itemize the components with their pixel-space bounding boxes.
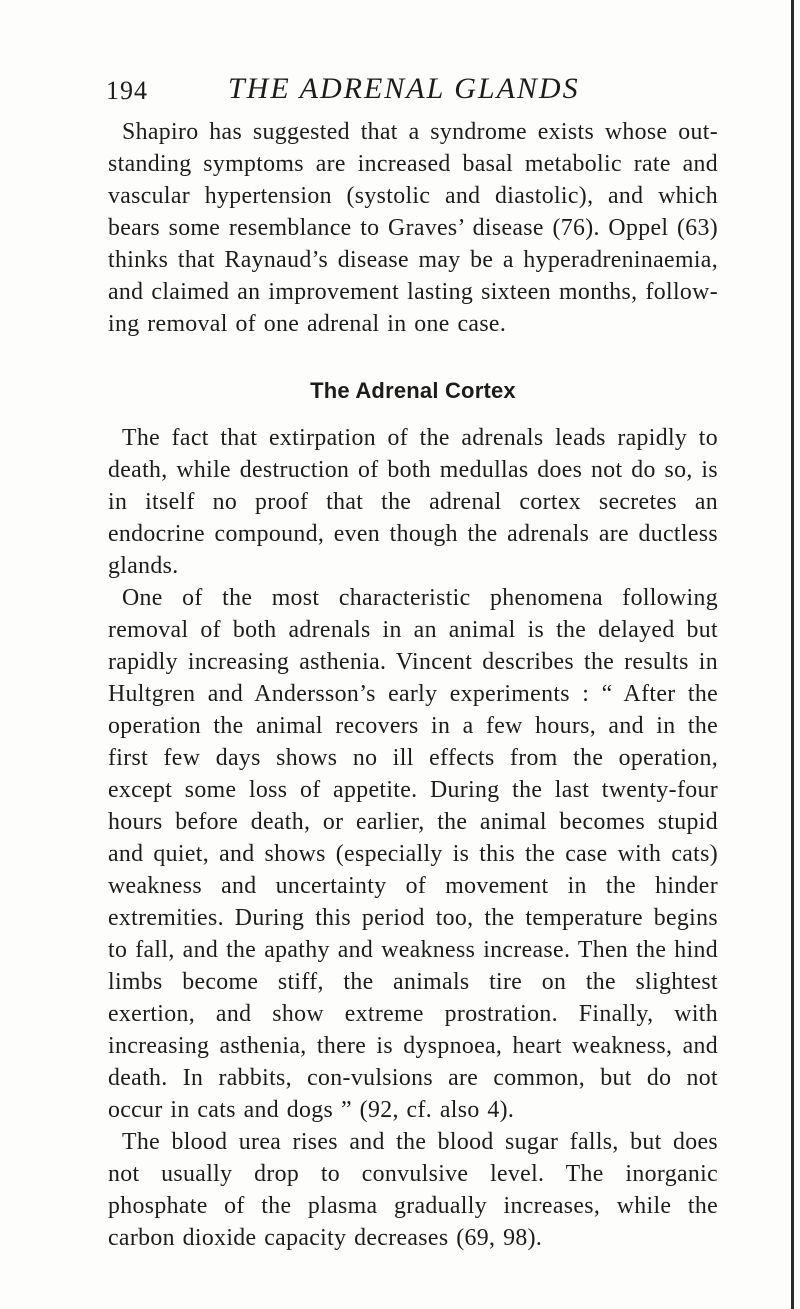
running-header [106, 70, 706, 110]
paragraph-extirpation: The fact that extirpation of the adrenals leads rapidly to death, while destruction of both medullas does not do so, is in itself no proof that the adrenal cortex secretes an endocrine compound, even though the adrenals are ductless glands. [108, 425, 718, 579]
body-text [108, 116, 718, 1254]
paragraph-intro: Shapiro has suggested that a syndrome exists whose out-standing symptoms are increased basal metabolic rate and vascular hypertension (systolic and diastolic), and which bears some resemblance to Graves’ disease (76). Oppel (63) thinks that Raynaud’s disease may be a hyperadreninaemia, and claimed an improvement lasting sixteen months, follow-ing removal of one adrenal in one case. [108, 119, 718, 337]
paragraph-asthenia: One of the most characteristic phenomena following removal of both adrenals in an animal is the delayed but rapidly increasing asthenia. Vincent describes the results in Hultgren and Andersson’s early experiments : “ After the operation the animal recovers in a few hours, and in the first few days shows no ill effects from the operation, except some loss of appetite. During the last twenty-four hours before death, or earlier, the animal becomes stupid and quiet, and shows (especially is this the case with cats) weakness and uncertainty of movement in the hinder extremities. During this period too, the temperature begins to fall, and the apathy and weakness increase. Then the hind limbs become stiff, the animals tire on the slightest exertion, and show extreme prostration. Finally, with increasing asthenia, there is dyspnoea, heart weakness, and death. In rabbits, con-vulsions are common, but do not occur in cats and dogs ” (92, cf. also 4). [108, 585, 718, 1123]
section-heading: The Adrenal Cortex [310, 378, 516, 403]
page-edge-line [791, 0, 794, 1309]
page-number: 194 [106, 76, 148, 105]
paragraph-blood-urea: The blood urea rises and the blood sugar falls, but does not usually drop to convulsive level. The inorganic phosphate of the plasma gradually increases, while the carbon dioxide capacity decreases (69, 98). [108, 1129, 718, 1251]
running-title: THE ADRENAL GLANDS [228, 72, 580, 105]
